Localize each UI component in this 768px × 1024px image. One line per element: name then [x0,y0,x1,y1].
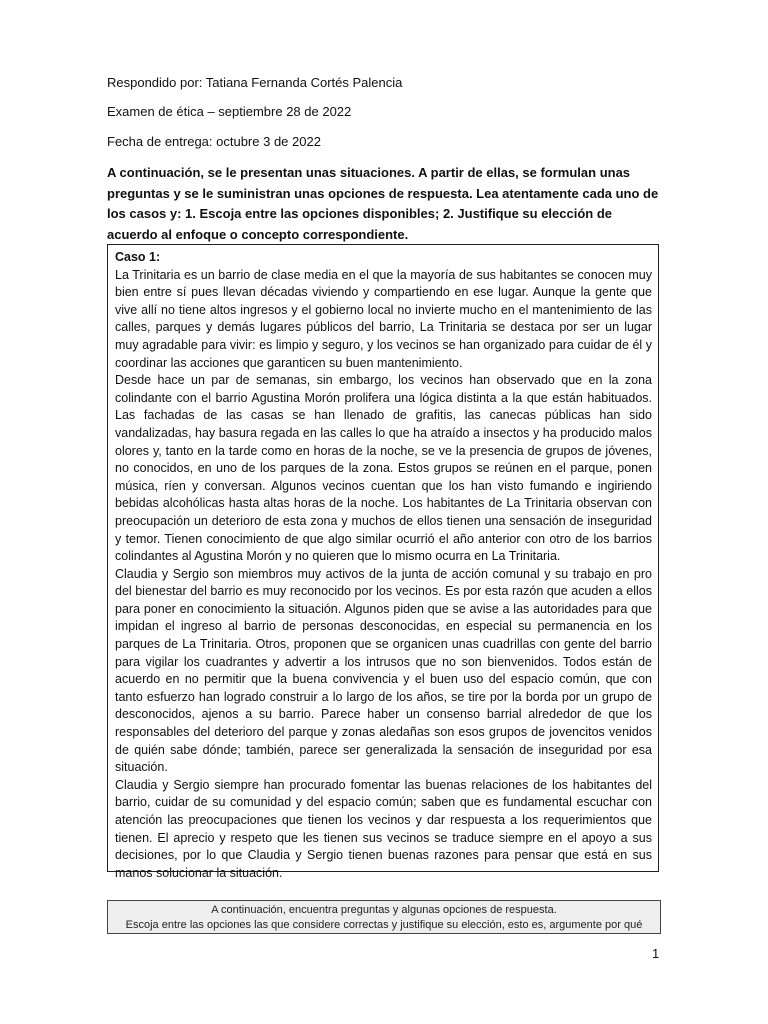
case-paragraph-4: Claudia y Sergio siempre han procurado fomentar las buenas relaciones de los habitantes del barrio, cuidar de su comunidad y del espacio común; saben que es fundamental escuchar con atención las preocupaciones que tienen los vecinos y dar respuesta a los requerimientos que tienen. El aprecio y respeto que les tienen sus vecinos se traduce siempre en el apoyo a sus decisiones, por lo que Claudia y Sergio tienen buenas razones para pensar que está en sus manos solucionar la situación. [115,777,652,880]
questions-intro-line-1: A continuación, encuentra preguntas y algunas opciones de respuesta. [211,904,557,916]
due-date-line: Fecha de entrega: octubre 3 de 2022 [107,134,321,149]
page-number: 1 [652,946,660,961]
case-box [107,244,659,880]
respondent-line: Respondido por: Tatiana Fernanda Cortés Palencia [107,75,403,90]
questions-intro-box [107,900,661,934]
case-paragraph-2: Desde hace un par de semanas, sin embargo, los vecinos han observado que en la zona colindante con el barrio Agustina Morón prolifera una lógica distinta a la que están habituados. Las fachadas de las casas se han llenado de grafitis, las canecas públicas han sido vandalizadas, hay basura regada en las calles lo que ha atraído a insectos y ha producido malos olores y, tanto en la tarde como en horas de la noche, se ve la presencia de grupos de jóvenes, no conocidos, en uno de los parques de la zona. Estos grupos se reúnen en el parque, ponen música, ríen y conversan. Algunos vecinos cuentan que los han visto fumando e ingiriendo bebidas alcohólicas hasta altas horas de la noche. Los habitantes de La Trinitaria observan con preocupación un deterioro de esta zona y muchos de ellos tienen una sensación de inseguridad y temor. Tienen conocimiento de que algo similar ocurrió el año anterior con otro de los barrios colindantes al Agustina Morón y no quieren que lo mismo ocurra en La Trinitaria. [115,373,652,564]
case-paragraph-3: Claudia y Sergio son miembros muy activos de la junta de acción comunal y su trabajo en pro del bienestar del barrio es muy reconocido por los vecinos. Es por esta razón que acuden a ellos para poner en conocimiento la situación. Algunos piden que se avise a las autoridades para que impidan el ingreso al barrio de personas desconocidas, en especial su permanencia en los parques de La Trinitaria. Otros, proponen que se organicen unas cuadrillas con gente del barrio para vigilar los cuadrantes y advertir a los intrusos que no son bienvenidos. Todos están de acuerdo en no permitir que la buena convivencia y el buen uso del espacio común, que con tanto esfuerzo han logrado construir a lo largo de los años, se tire por la borda por un grupo de desconocidos, ajenos a su barrio. Parece haber un consenso barrial alrededor de que los responsables del deterioro del parque y zonas aledañas son esos grupos de jovencitos venidos de quién sabe dónde; también, parece ser generalizada la sensación de inseguridad por esa situación. [115,566,652,775]
case-paragraph-1: La Trinitaria es un barrio de clase media en el que la mayoría de sus habitantes se conocen muy bien entre sí pues llevan décadas viviendo y compartiendo en ese lugar. Aunque la gente que vive allí no tiene altos ingresos y el gobierno local no invierte mucho en el mantenimiento de las calles, parques y demás lugares públicos del barrio, La Trinitaria se destaca por ser un lugar muy agradable para vivir: es limpio y seguro, y los vecinos se han organizado para cuidar de él y coordinar las acciones que garanticen su buen mantenimiento. [115,267,652,370]
exam-line: Examen de ética – septiembre 28 de 2022 [107,104,352,119]
instructions-paragraph: A continuación, se le presentan unas situaciones. A partir de ellas, se formulan unas preguntas y se le suministran unas opciones de respuesta. Lea atentamente cada uno de los casos y: 1. Escoja entre las opciones disponibles; 2. Justifique su elección de acuerdo al enfoque o concepto correspondiente. [107,165,659,242]
questions-intro-line-2: Escoja entre las opciones las que considere correctas y justifique su elección, esto es, argumente por qué [125,919,643,931]
case-title: Caso 1: [115,250,161,264]
